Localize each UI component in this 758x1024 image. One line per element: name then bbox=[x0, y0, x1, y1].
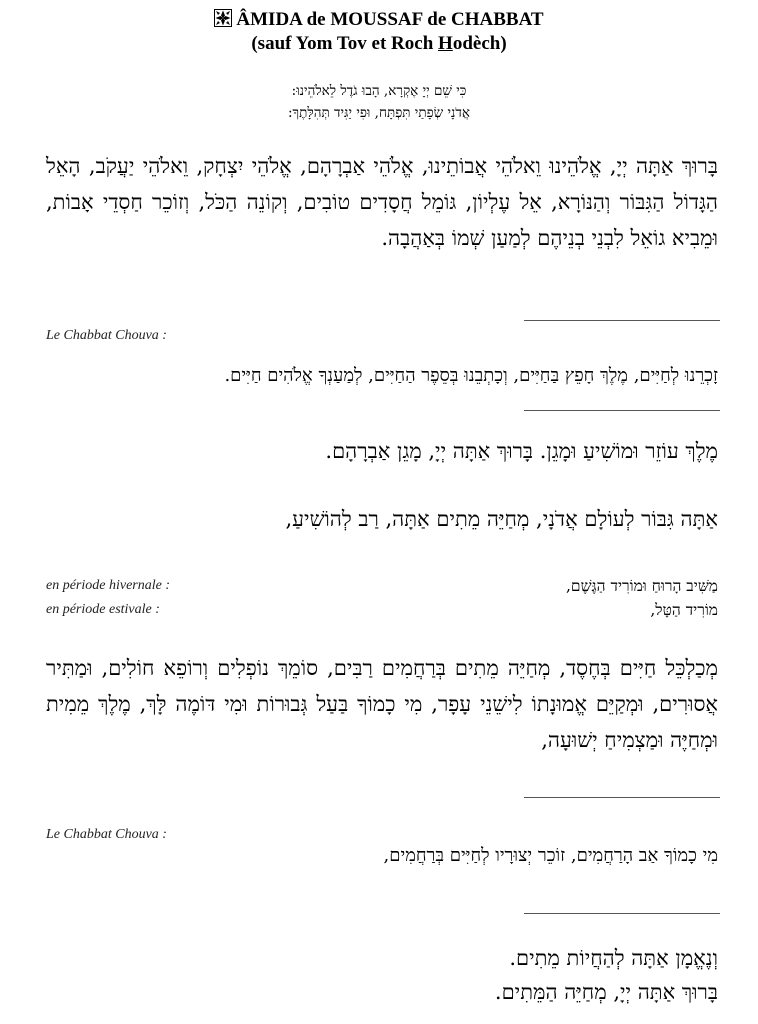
page-subtitle bbox=[0, 32, 758, 56]
intro-line-2: אֲדֹנָי שְׂפָתַי תִּפְתָּח, וּפִי יַגִּיד תְּהִלָּתֶךָ: bbox=[287, 105, 471, 121]
divider bbox=[524, 410, 720, 411]
label-chabbat-chouva: Le Chabbat Chouva : bbox=[46, 827, 167, 842]
intro-line-1: כִּי שֵׁם יְיָ אֶקְרָא, הָבוּ גֹדֶל לֵאלֹהֵינוּ: bbox=[291, 83, 467, 99]
cross-icon bbox=[214, 9, 232, 27]
subtitle-prefix: (sauf Yom Tov et Roch bbox=[251, 33, 439, 54]
paragraph-neeman-1: וְנֶאֱמָן אַתָּה לְהַחֲיוֹת מֵתִים. bbox=[509, 946, 718, 970]
label-winter: en période hivernale : bbox=[46, 578, 171, 593]
label-summer: en période estivale : bbox=[46, 602, 160, 617]
paragraph-avot: בָּרוּךְ אַתָּה יְיָ, אֱלֹהֵינוּ וֵאלֹהֵי אֲבוֹתֵינוּ, אֱלֹהֵי אַבְרָהָם, אֱלֹהֵי יִצְחָק, וֵאלֹהֵי יַעֲקֹב, הָאֵל הַגָּדוֹל הַגִּבּוֹר וְהַנּוֹרָא, אֵל עֶלְיוֹן, גּוֹמֵל חֲסָדִים טוֹבִים, וְקוֹנֵה הַכֹּל, וְזוֹכֵר חַסְדֵי אָבוֹת, וּמֵבִיא גוֹאֵל לִבְנֵי בְנֵיהֶם לְמַעַן שְׁמוֹ בְּאַהֲבָה. bbox=[46, 154, 718, 250]
subtitle-underlined: H bbox=[438, 33, 453, 54]
paragraph-zokhrenu: זָכְרֵנוּ לְחַיִּים, מֶלֶךְ חָפֵץ בַּחַיִּים, וְכָתְבֵנוּ בְּסֵפֶר הַחַיִּים, לְמַעַנְךָ אֱלֹהִים חַיִּים. bbox=[224, 365, 718, 386]
summer-text: מוֹרִיד הַטָּל, bbox=[650, 601, 718, 619]
divider bbox=[524, 797, 720, 798]
divider bbox=[524, 320, 720, 321]
subtitle-suffix: odèch) bbox=[452, 33, 507, 54]
divider bbox=[524, 913, 720, 914]
paragraph-mekhalkel: מְכַלְכֵּל חַיִּים בְּחֶסֶד, מְחַיֵּה מֵתִים בְּרַחֲמִים רַבִּים, סוֹמֵךְ נוֹפְלִים וְרוֹפֵא חוֹלִים, וּמַתִּיר אֲסוּרִים, וּמְקַיֵּם אֱמוּנָתוֹ לִישֵׁנֵי עָפָר, מִי כָמוֹךָ בַּעַל גְּבוּרוֹת וּמִי דּוֹמֶה לָּךְ, מֶלֶךְ מֵמִית וּמְחַיֶּה וּמַצְמִיחַ יְשׁוּעָה, bbox=[46, 656, 718, 752]
winter-text: מַשִּׁיב הָרוּחַ וּמוֹרִיד הַגֶּשֶׁם, bbox=[565, 577, 718, 595]
page-title bbox=[0, 8, 758, 32]
paragraph-mi-khamokha: מִי כָמוֹךָ אַב הָרַחֲמִים, זוֹכֵר יְצוּרָיו לְחַיִּים בְּרַחֲמִים, bbox=[383, 845, 718, 866]
paragraph-melekh: מֶלֶךְ עוֹזֵר וּמוֹשִׁיעַ וּמָגֵן. בָּרוּךְ אַתָּה יְיָ, מָגֵן אַבְרָהָם. bbox=[325, 439, 718, 463]
header bbox=[0, 8, 758, 56]
label-chabbat-chouva: Le Chabbat Chouva : bbox=[46, 328, 167, 343]
paragraph-ata-gibor: אַתָּה גִּבּוֹר לְעוֹלָם אֲדֹנָי, מְחַיֵּה מֵתִים אַתָּה, רַב לְהוֹשִׁיעַ, bbox=[285, 507, 718, 531]
paragraph-neeman-2: בָּרוּךְ אַתָּה יְיָ, מְחַיֵּה הַמֵּתִים. bbox=[494, 980, 718, 1004]
title-main: ÂMIDA de MOUSSAF de CHABBAT bbox=[236, 9, 544, 30]
intro-verses bbox=[0, 80, 758, 124]
